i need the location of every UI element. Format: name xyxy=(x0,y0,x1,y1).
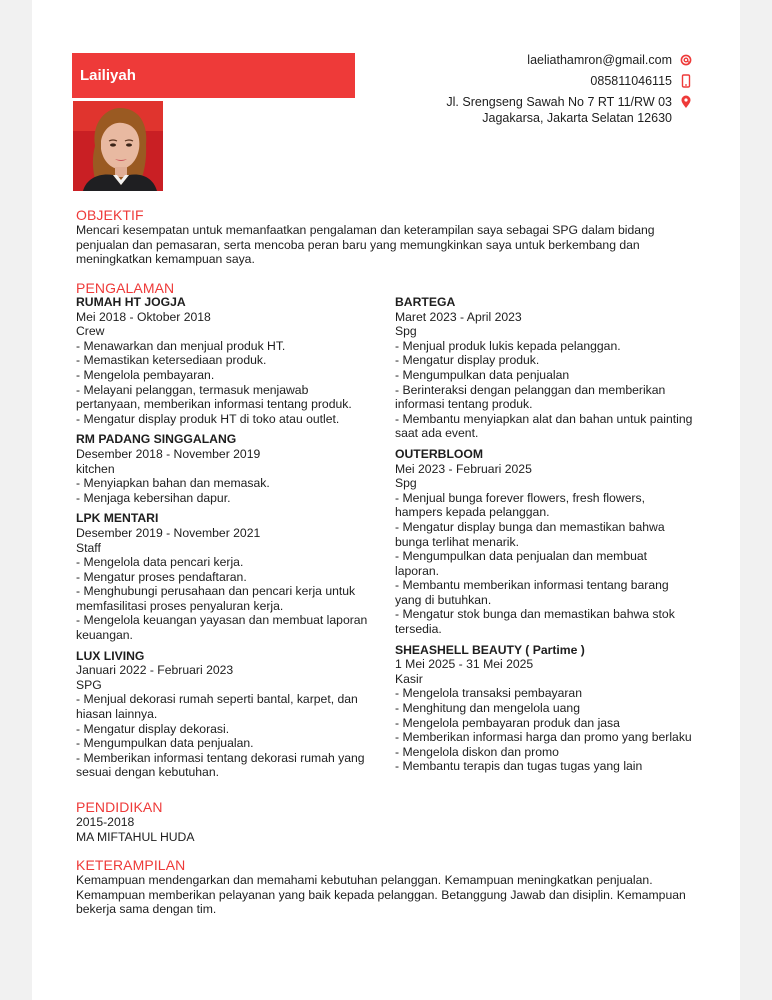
job-duty: - Mengelola keuangan yayasan dan membuat laporan keuangan. xyxy=(76,613,371,643)
job-period: Desember 2018 - November 2019 xyxy=(76,446,261,461)
name-banner xyxy=(72,53,355,98)
job-company: LPK MENTARI xyxy=(76,511,159,526)
job-entry xyxy=(76,295,376,426)
job-duty: - Mengatur display bunga dan memastikan bahwa bunga terlihat menarik. xyxy=(395,519,669,549)
job-company: SHEASHELL BEAUTY ( Partime ) xyxy=(395,642,585,657)
contact-phone xyxy=(362,73,692,89)
phone-text[interactable]: 085811046115 xyxy=(590,74,672,88)
job-duty: - Mengumpulkan data penjualan. xyxy=(76,736,254,751)
job-company: OUTERBLOOM xyxy=(395,446,484,461)
job-period: 1 Mei 2025 - 31 Mei 2025 xyxy=(395,657,534,672)
job-role: SPG xyxy=(76,677,102,692)
objective-title: OBJEKTIF xyxy=(76,207,144,223)
job-duty: - Mengatur display produk. xyxy=(395,353,540,368)
job-role: kitchen xyxy=(76,461,115,476)
job-duty: - Memberikan informasi harga dan promo yang berlaku xyxy=(395,730,692,745)
job-duty: - Mengelola pembayaran produk dan jasa xyxy=(395,715,620,730)
email-text[interactable]: laeliathamron@gmail.com xyxy=(527,53,672,67)
job-period: Mei 2023 - Februari 2025 xyxy=(395,461,532,476)
job-duty: - Membantu terapis dan tugas tugas yang lain xyxy=(395,759,643,774)
objective-text: Mencari kesempatan untuk memanfaatkan pengalaman dan keterampilan saya sebagai SPG dalam bidang penjualan dan pemasaran, serta mencoba peran baru yang memungkinkan saya untuk berkembang dan meningkatkan kemampuan saya. xyxy=(76,223,655,267)
job-duty: - Menghitung dan mengelola uang xyxy=(395,701,580,716)
resume-page xyxy=(32,0,740,1000)
job-duty: - Mengatur display produk HT di toko atau outlet. xyxy=(76,411,340,426)
job-entry xyxy=(76,511,376,642)
job-duty: - Membantu memberikan informasi tentang barang yang di butuhkan. xyxy=(395,578,673,607)
job-period: Januari 2022 - Februari 2023 xyxy=(76,663,234,678)
job-role: Crew xyxy=(76,324,105,339)
job-period: Desember 2019 - November 2021 xyxy=(76,525,261,540)
job-entry xyxy=(395,643,693,774)
job-period: Maret 2023 - April 2023 xyxy=(395,309,522,324)
address-line-2: Jagakarsa, Jakarta Selatan 12630 xyxy=(482,111,672,125)
job-duty: - Menjual produk lukis kepada pelanggan. xyxy=(395,338,621,353)
contact-block xyxy=(362,52,692,131)
contact-email xyxy=(362,52,692,68)
education-title: PENDIDIKAN xyxy=(76,799,163,815)
job-duty: - Berinteraksi dengan pelanggan dan memberikan informasi tentang produk. xyxy=(395,382,669,412)
job-duty: - Memastikan ketersediaan produk. xyxy=(76,353,267,368)
education-school: MA MIFTAHUL HUDA xyxy=(76,830,195,844)
job-duty: - Mengelola data pencari kerja. xyxy=(76,555,244,570)
job-duty: - Menghubungi perusahaan dan pencari kerja untuk memfasilitasi proses penyaluran kerja. xyxy=(76,584,359,613)
education-years: 2015-2018 xyxy=(76,815,135,829)
location-pin-icon xyxy=(680,95,692,109)
job-duty: - Mengatur stok bunga dan memastikan bahwa stok tersedia. xyxy=(395,607,679,637)
at-sign-icon xyxy=(680,53,692,67)
job-duty: - Memberikan informasi tentang dekorasi rumah yang sesuai dengan kebutuhan. xyxy=(76,750,368,780)
profile-photo xyxy=(73,101,163,191)
job-company: BARTEGA xyxy=(395,295,456,309)
job-period: Mei 2018 - Oktober 2018 xyxy=(76,309,211,324)
phone-icon xyxy=(680,74,692,88)
experience-left-column xyxy=(76,295,376,786)
job-role: Spg xyxy=(395,324,417,339)
job-duty: - Melayani pelanggan, termasuk menjawab pertanyaan, memberikan informasi tentang produk. xyxy=(76,382,352,412)
job-duty: - Mengumpulkan data penjualan xyxy=(395,367,570,382)
job-entry xyxy=(395,447,693,637)
experience-right-column xyxy=(395,295,696,780)
job-role: Staff xyxy=(76,540,101,555)
experience-title: PENGALAMAN xyxy=(76,280,175,296)
job-role: Kasir xyxy=(395,671,423,686)
skills-text: Kemampuan mendengarkan dan memahami kebutuhan pelanggan. Kemampuan meningkatkan penjualan. Kemampuan memberikan pelayanan yang baik kepada pelanggan. Betanggung Jawab dan disiplin. Kemampuan bekerja sama dengan tim. xyxy=(76,873,686,917)
address-text xyxy=(446,94,672,126)
address-line-1: Jl. Srengseng Sawah No 7 RT 11/RW 03 xyxy=(446,95,672,109)
job-company: LUX LIVING xyxy=(76,648,145,663)
job-duty: - Mengelola pembayaran. xyxy=(76,367,215,382)
job-duty: - Menawarkan dan menjual produk HT. xyxy=(76,338,286,353)
job-entry xyxy=(76,432,376,505)
job-entry xyxy=(395,295,696,441)
candidate-name: Lailiyah xyxy=(80,67,136,84)
job-duty: - Menyiapkan bahan dan memasak. xyxy=(76,476,270,491)
job-company: RM PADANG SINGGALANG xyxy=(76,432,237,447)
job-duty: - Mengumpulkan data penjualan dan membuat laporan. xyxy=(395,549,651,578)
job-duty: - Mengelola transaksi pembayaran xyxy=(395,686,582,701)
job-duty: - Mengatur proses pendaftaran. xyxy=(76,569,247,584)
job-company: RUMAH HT JOGJA xyxy=(76,295,186,309)
job-duty: - Mengelola diskon dan promo xyxy=(395,744,559,759)
job-role: Spg xyxy=(395,476,417,491)
job-duty: - Mengatur display dekorasi. xyxy=(76,721,230,736)
skills-title: KETERAMPILAN xyxy=(76,857,186,873)
job-duty: - Menjual dekorasi rumah seperti bantal, karpet, dan hiasan lainnya. xyxy=(76,692,362,722)
profile-photo-illustration xyxy=(73,101,163,191)
job-duty: - Membantu menyiapkan alat dan bahan untuk painting saat ada event. xyxy=(395,411,696,441)
job-duty: - Menjual bunga forever flowers, fresh flowers, hampers kepada pelanggan. xyxy=(395,490,649,520)
job-entry xyxy=(76,649,376,780)
job-duty: - Menjaga kebersihan dapur. xyxy=(76,490,231,505)
contact-address xyxy=(362,94,692,126)
